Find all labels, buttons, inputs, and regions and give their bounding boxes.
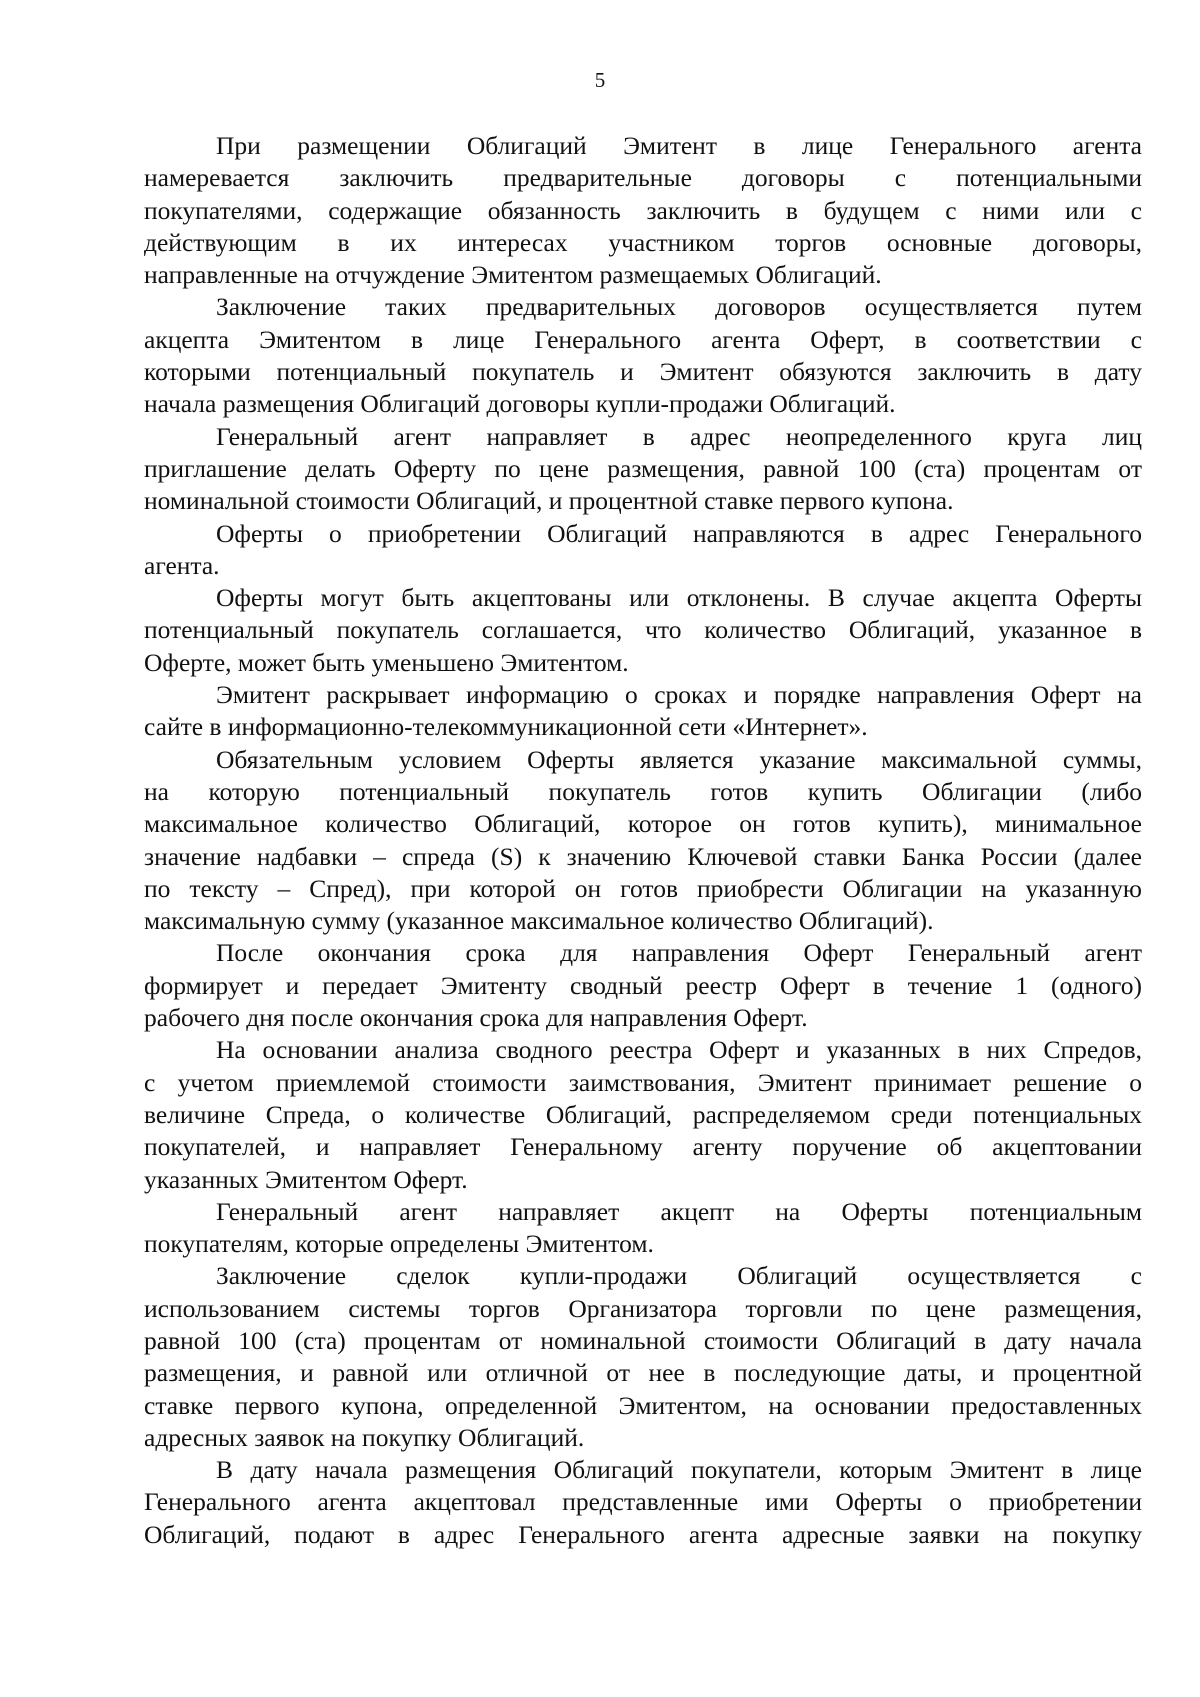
paragraph-line: начала размещения Облигаций договоры купли-продажи Облигаций. (144, 389, 896, 419)
paragraph-line: Обязательным условием Оферты является указание максимальной суммы, (216, 744, 1142, 774)
paragraph-line: Генеральный агент направляет акцепт на Оферты потенциальным (216, 1196, 1142, 1226)
paragraph-line: которыми потенциальный покупатель и Эмитент обязуются заключить в дату (144, 357, 1142, 387)
paragraph-line: с учетом приемлемой стоимости заимствования, Эмитент принимает решение о (144, 1067, 1142, 1097)
paragraph-line: Оферте, может быть уменьшено Эмитентом. (144, 647, 629, 677)
paragraph-line: покупателями, содержащие обязанность заключить в будущем с ними или с (144, 195, 1142, 225)
paragraph-line: использованием системы торгов Организатора торговли по цене размещения, (144, 1293, 1142, 1323)
paragraph-line: Заключение таких предварительных договоров осуществляется путем (216, 292, 1142, 322)
paragraph-line: величине Спреда, о количестве Облигаций, распределяемом среди потенциальных (144, 1099, 1142, 1129)
paragraph-line: Оферты могут быть акцептованы или отклонены. В случае акцепта Оферты (216, 583, 1142, 613)
paragraph-line: максимальную сумму (указанное максимальное количество Облигаций). (144, 906, 934, 936)
paragraph-line: значение надбавки – спреда (S) к значению Ключевой ставки Банка России (далее (144, 841, 1142, 871)
paragraph-line: В дату начала размещения Облигаций покупатели, которым Эмитент в лице (216, 1455, 1142, 1485)
paragraph-line: Облигаций, подают в адрес Генерального агента адресные заявки на покупку (144, 1519, 1142, 1549)
paragraph (144, 679, 1142, 744)
paragraph-line: агента. (144, 550, 220, 580)
paragraph (144, 1196, 1142, 1261)
paragraph (144, 582, 1142, 679)
paragraph-line: максимальное количество Облигаций, которое он готов купить), минимальное (144, 809, 1142, 839)
paragraph-line: по тексту – Спред), при которой он готов приобрести Облигации на указанную (144, 873, 1142, 903)
paragraph-line: Генерального агента акцептовал представленные ими Оферты о приобретении (144, 1487, 1142, 1517)
paragraph-line: действующим в их интересах участником торгов основные договоры, (144, 227, 1142, 257)
paragraph-line: размещения, и равной или отличной от нее в последующие даты, и процентной (144, 1358, 1142, 1388)
paragraph (144, 518, 1142, 583)
paragraph (144, 1260, 1142, 1454)
paragraph-line: покупателей, и направляет Генеральному агенту поручение об акцептовании (144, 1132, 1142, 1162)
document-body (144, 130, 1142, 1551)
paragraph (144, 1034, 1142, 1195)
paragraph-line: равной 100 (ста) процентам от номинальной стоимости Облигаций в дату начала (144, 1325, 1142, 1355)
paragraph-line: адресных заявок на покупку Облигаций. (144, 1422, 585, 1452)
paragraph (144, 130, 1142, 291)
paragraph (144, 744, 1142, 938)
paragraph-line: рабочего дня после окончания срока для направления Оферт. (144, 1003, 808, 1033)
paragraph-line: Генеральный агент направляет в адрес неопределенного круга лиц (216, 421, 1142, 451)
paragraph-line: покупателям, которые определены Эмитентом. (144, 1229, 654, 1259)
paragraph-line: приглашение делать Оферту по цене размещения, равной 100 (ста) процентам от (144, 453, 1142, 483)
paragraph (144, 421, 1142, 518)
paragraph-line: формирует и передает Эмитенту сводный реестр Оферт в течение 1 (одного) (144, 970, 1142, 1000)
paragraph-line: акцепта Эмитентом в лице Генерального агента Оферт, в соответствии с (144, 324, 1142, 354)
paragraph-line: намеревается заключить предварительные договоры с потенциальными (144, 163, 1142, 193)
paragraph-line: на которую потенциальный покупатель готов купить Облигации (либо (144, 776, 1142, 806)
paragraph-line: При размещении Облигаций Эмитент в лице Генерального агента (216, 131, 1142, 160)
paragraph-line: Эмитент раскрывает информацию о сроках и порядке направления Оферт на (216, 680, 1142, 710)
paragraph-line: указанных Эмитентом Оферт. (144, 1164, 468, 1194)
paragraph-line: Заключение сделок купли-продажи Облигаций осуществляется с (216, 1261, 1142, 1291)
paragraph-line: ставке первого купона, определенной Эмитентом, на основании предоставленных (144, 1390, 1142, 1420)
paragraph-line: номинальной стоимости Облигаций, и процентной ставке первого купона. (144, 486, 954, 516)
paragraph-line: потенциальный покупатель соглашается, что количество Облигаций, указанное в (144, 615, 1142, 645)
paragraph (144, 937, 1142, 1034)
paragraph-line: На основании анализа сводного реестра Оферт и указанных в них Спредов, (216, 1035, 1142, 1065)
paragraph-line: сайте в информационно-телекоммуникационной сети «Интернет». (144, 712, 868, 742)
page-number: 5 (594, 68, 606, 92)
paragraph-line: Оферты о приобретении Облигаций направляются в адрес Генерального (216, 518, 1142, 548)
paragraph-line: направленные на отчуждение Эмитентом размещаемых Облигаций. (144, 260, 882, 290)
paragraph-line: После окончания срока для направления Оферт Генеральный агент (216, 938, 1142, 968)
paragraph (144, 291, 1142, 420)
paragraph (144, 1454, 1142, 1551)
